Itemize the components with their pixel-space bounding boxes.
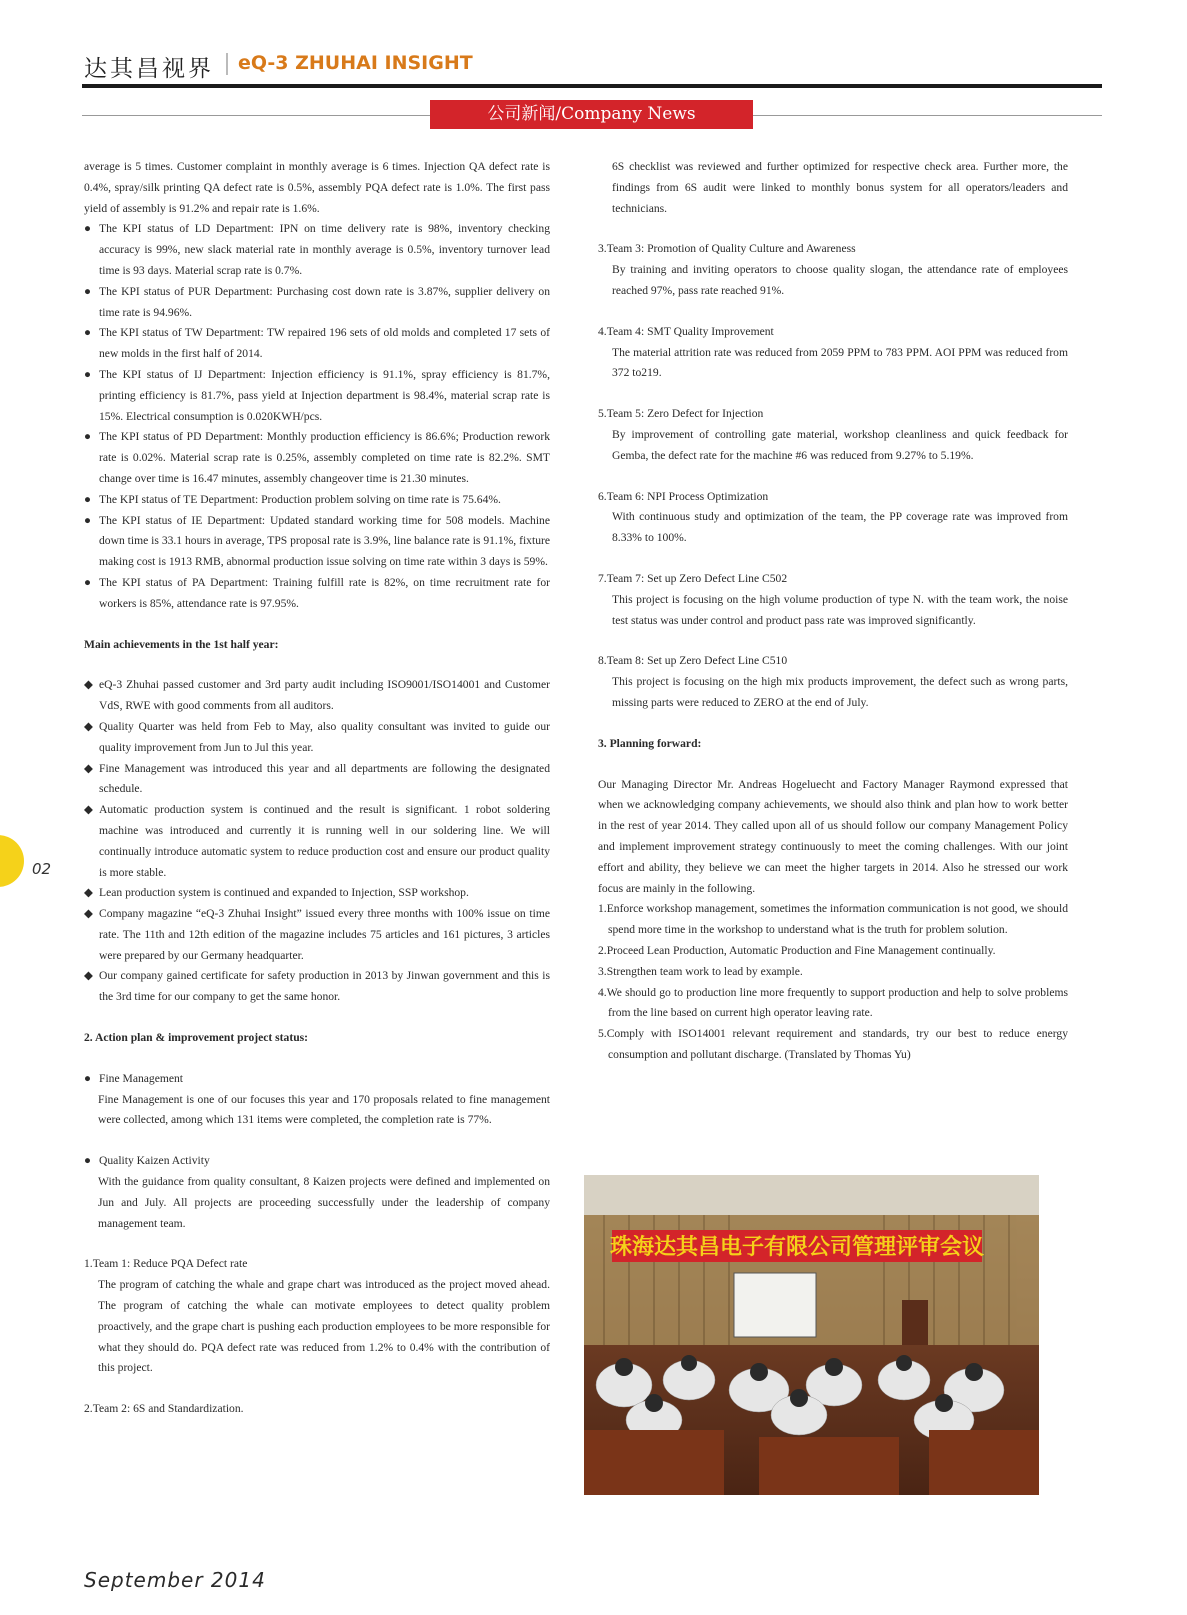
numbered-item: 2.Proceed Lean Production, Automatic Production and Fine Management continually. xyxy=(598,943,996,957)
section-heading: Main achievements in the 1st half year: xyxy=(84,637,279,651)
bullet-item xyxy=(84,1151,550,1172)
issue-date: September 2014 xyxy=(84,1568,266,1592)
paragraph: 1.Team 1: Reduce PQA Defect rate xyxy=(84,1257,248,1271)
header-rule xyxy=(82,84,1102,88)
magazine-title-english: eQ-3 ZHUHAI INSIGHT xyxy=(238,52,473,74)
bullet-item xyxy=(84,427,550,489)
bullet-item xyxy=(84,323,550,365)
paragraph: average is 5 times. Customer complaint in monthly average is 6 times. Injection QA defect rate is 0.4%, spray/silk printing QA defect rate is 0.5%, assembly PQA defect rate is 1.0%. The first pass yield of assembly is 91.2% and repair rate is 1.6%. xyxy=(84,160,550,215)
projection-screen xyxy=(734,1273,816,1337)
paragraph: 8.Team 8: Set up Zero Defect Line C510 xyxy=(598,654,788,668)
paragraph: Our Managing Director Mr. Andreas Hogeluecht and Factory Manager Raymond expressed that when we acknowledging company achievements, we should also think and plan how to work better in the rest of year 2014. They called upon all of us should follow our company Management Policy and implement improvement strategy continuously to meet the coming challenges. With our joint effort and ability, they believe we can meet the higher targets in 2014. Also he stressed our work focus are mainly in the following. xyxy=(598,777,1068,895)
bullet-marker: ◆ xyxy=(84,761,93,775)
spacer xyxy=(84,1049,550,1069)
page-number: 02 xyxy=(32,860,52,878)
bullet-text: The KPI status of TE Department: Production problem solving on time rate is 75.64%. xyxy=(99,492,501,506)
bullet-marker: ◆ xyxy=(84,719,93,733)
paragraph: 7.Team 7: Set up Zero Defect Line C502 xyxy=(598,571,788,585)
paragraph-indented: With the guidance from quality consultant, 8 Kaizen projects were defined and implemented on Jun and July. All projects are proceeding successfully under the leadership of company management team. xyxy=(98,1175,550,1230)
spacer xyxy=(598,549,1068,569)
bullet-marker: ● xyxy=(84,513,92,527)
numbered-item: 3.Strengthen team work to lead by example. xyxy=(598,964,803,978)
bullet-item xyxy=(84,282,550,324)
bullet-text: The KPI status of IE Department: Updated standard working time for 508 models. Machine down time is 33.1 hours in average, TPS proposal rate is 3.9%, line balance rate is 91.1%, fixture making cost is 1913 RMB, abnormal production issue solving on time rate within 3 days is 59%. xyxy=(99,513,550,569)
bullet-marker: ● xyxy=(84,430,92,444)
bullet-item xyxy=(84,904,550,966)
bullet-item xyxy=(84,800,550,883)
bullet-text: Automatic production system is continued and the result is significant. 1 robot soldering machine was introduced and currently it is running well in our soldering line. We will continually introduce automatic system to reduce production cost and ensure our product quality is more stable. xyxy=(99,803,550,879)
paragraph-indented: This project is focusing on the high mix products improvement, the defect such as wrong parts, missing parts were reduced to ZERO at the end of July. xyxy=(612,675,1068,709)
bullet-marker: ◆ xyxy=(84,886,93,900)
spacer xyxy=(598,631,1068,651)
bullet-marker: ● xyxy=(84,1154,92,1168)
paragraph: 6.Team 6: NPI Process Optimization xyxy=(598,489,769,503)
bullet-item xyxy=(84,966,550,1008)
magazine-title-chinese: 达其昌视界 xyxy=(84,56,214,82)
bullet-item xyxy=(84,759,550,801)
bullet-text: Fine Management xyxy=(99,1071,184,1085)
bullet-text: The KPI status of PUR Department: Purchasing cost down rate is 3.87%, supplier delivery on time rate is 94.96%. xyxy=(99,284,550,319)
section-heading: 3. Planning forward: xyxy=(598,736,702,750)
bullet-marker: ● xyxy=(84,367,92,381)
spacer xyxy=(84,1234,550,1254)
paragraph: 5.Team 5: Zero Defect for Injection xyxy=(598,407,764,421)
bullet-item xyxy=(84,511,550,573)
bullet-marker: ● xyxy=(84,1071,92,1085)
spacer xyxy=(598,467,1068,487)
bullet-text: The KPI status of TW Department: TW repaired 196 sets of old molds and completed 17 sets of new molds in the first half of 2014. xyxy=(99,326,550,361)
numbered-item: 1.Enforce workshop management, sometimes the information communication is not good, we should spend more time in the workshop to understand what is the truth for problem solution. xyxy=(598,902,1068,937)
paragraph: 3.Team 3: Promotion of Quality Culture and Awareness xyxy=(598,242,856,256)
bullet-item xyxy=(84,883,550,904)
photo-tables xyxy=(584,1430,1039,1495)
numbered-item: 5.Comply with ISO14001 relevant requirement and standards, try our best to reduce energy consumption and pollutant discharge. (Translated by Thomas Yu) xyxy=(598,1027,1068,1061)
photo-banner-text: 珠海达其昌电子有限公司管理评审会议 xyxy=(609,1234,985,1260)
spacer xyxy=(84,1131,550,1151)
left-column xyxy=(84,157,550,1420)
bullet-item xyxy=(84,573,550,615)
spacer xyxy=(598,219,1068,239)
bullet-text: Our company gained certificate for safety production in 2013 by Jinwan government and this is the 3rd time for our company to get the same honor. xyxy=(99,969,550,1004)
paragraph-indented: This project is focusing on the high volume production of type N. with the team work, the noise test status was under control and product pass rate was improved significantly. xyxy=(612,592,1068,627)
spacer xyxy=(598,302,1068,322)
bullet-item xyxy=(84,717,550,759)
paragraph-indented: 6S checklist was reviewed and further optimized for respective check area. Further more, the findings from 6S audit were linked to monthly bonus system for all operators/leaders and technicians. xyxy=(612,160,1068,215)
bullet-text: eQ-3 Zhuhai passed customer and 3rd party audit including ISO9001/ISO14001 and Customer VdS, RWE with good comments from all auditors. xyxy=(99,678,550,713)
section-banner: 公司新闻/Company News xyxy=(430,100,753,129)
spacer xyxy=(84,615,550,635)
spacer xyxy=(84,1379,550,1399)
bullet-item xyxy=(84,219,550,281)
spacer xyxy=(598,714,1068,734)
bullet-text: The KPI status of LD Department: IPN on time delivery rate is 98%, inventory checking accuracy is 99%, new slack material rate in monthly average is 0.5%, inventory turnover lead time is 93 days. Material scrap rate is 0.7%. xyxy=(99,222,550,277)
paragraph-indented: With continuous study and optimization of the team, the PP coverage rate was improved from 8.33% to 100%. xyxy=(612,510,1068,545)
paragraph-indented: The material attrition rate was reduced from 2059 PPM to 783 PPM. AOI PPM was reduced from 372 to219. xyxy=(612,345,1068,380)
bullet-text: Fine Management was introduced this year and all departments are following the designated schedule. xyxy=(99,761,550,796)
spacer xyxy=(598,755,1068,775)
paragraph-indented: By improvement of controlling gate material, workshop cleanliness and quick feedback for Gemba, the defect rate for the machine #6 was reduced from 9.27% to 5.19%. xyxy=(612,427,1068,462)
bullet-text: The KPI status of PD Department: Monthly production efficiency is 86.6%; Production rework rate is 0.02%. Material scrap rate is 0.25%, assembly completed on time rate is 82.2%. SMT change over time is 16.47 minutes, assembly changeover time is 21.30 minutes. xyxy=(99,430,550,485)
bullet-marker: ◆ xyxy=(84,969,93,983)
bullet-marker: ● xyxy=(84,575,92,589)
header-divider xyxy=(226,53,228,75)
page-tab xyxy=(0,835,24,887)
paragraph-indented: By training and inviting operators to choose quality slogan, the attendance rate of employees reached 97%, pass rate reached 91%. xyxy=(612,263,1068,297)
bullet-marker: ● xyxy=(84,284,92,298)
paragraph: 4.Team 4: SMT Quality Improvement xyxy=(598,324,774,338)
spacer xyxy=(84,655,550,675)
photo-ceiling xyxy=(584,1175,1039,1215)
bullet-marker: ● xyxy=(84,222,92,236)
section-heading: 2. Action plan & improvement project status: xyxy=(84,1031,309,1045)
paragraph-indented: Fine Management is one of our focuses this year and 170 proposals related to fine management were collected, among which 131 items were completed, the completion rate is 77%. xyxy=(98,1092,550,1127)
bullet-marker: ● xyxy=(84,492,92,506)
bullet-marker: ● xyxy=(84,326,92,340)
meeting-photo xyxy=(584,1175,1039,1495)
right-column xyxy=(598,157,1068,1066)
bullet-text: The KPI status of PA Department: Training fulfill rate is 82%, on time recruitment rate for workers is 85%, attendance rate is 97.95%. xyxy=(99,575,550,610)
bullet-text: Lean production system is continued and expanded to Injection, SSP workshop. xyxy=(99,886,469,900)
paragraph-indented: The program of catching the whale and grape chart was introduced as the project moved ahead. The program of catching the whale can motivate employees to detect quality problem proactively, and the grape chart is pushing each production employees to be more responsible for what they should do. PQA defect rate was reduced from 1.2% to 0.4% with the contribution of this project. xyxy=(98,1278,550,1375)
bullet-marker: ◆ xyxy=(84,678,93,692)
bullet-text: The KPI status of IJ Department: Injection efficiency is 91.1%, spray efficiency is 81.7%, printing efficiency is 81.7%, pass yield at Injection department is 98.4%, material scrap rate is 15%. Electrical consumption is 0.020KWH/pcs. xyxy=(99,367,550,423)
bullet-item xyxy=(84,490,550,511)
bullet-item xyxy=(84,365,550,427)
bullet-marker: ◆ xyxy=(84,803,93,817)
bullet-marker: ◆ xyxy=(84,907,93,921)
numbered-item: 4.We should go to production line more frequently to support production and help to solve problems from the line based on current high operator leaving rate. xyxy=(598,985,1068,1020)
bullet-text: Quality Kaizen Activity xyxy=(99,1154,210,1168)
bullet-item xyxy=(84,1069,550,1090)
paragraph: 2.Team 2: 6S and Standardization. xyxy=(84,1402,244,1416)
bullet-text: Quality Quarter was held from Feb to May, also quality consultant was invited to guide our quality improvement from Jun to Jul this year. xyxy=(99,719,550,754)
bullet-item xyxy=(84,675,550,717)
bullet-text: Company magazine “eQ-3 Zhuhai Insight” issued every three months with 100% issue on time rate. The 11th and 12th edition of the magazine includes 75 articles and 161 pictures, 3 articles were prepared by our Germany headquarter. xyxy=(99,907,550,962)
spacer xyxy=(84,1008,550,1028)
spacer xyxy=(598,384,1068,404)
